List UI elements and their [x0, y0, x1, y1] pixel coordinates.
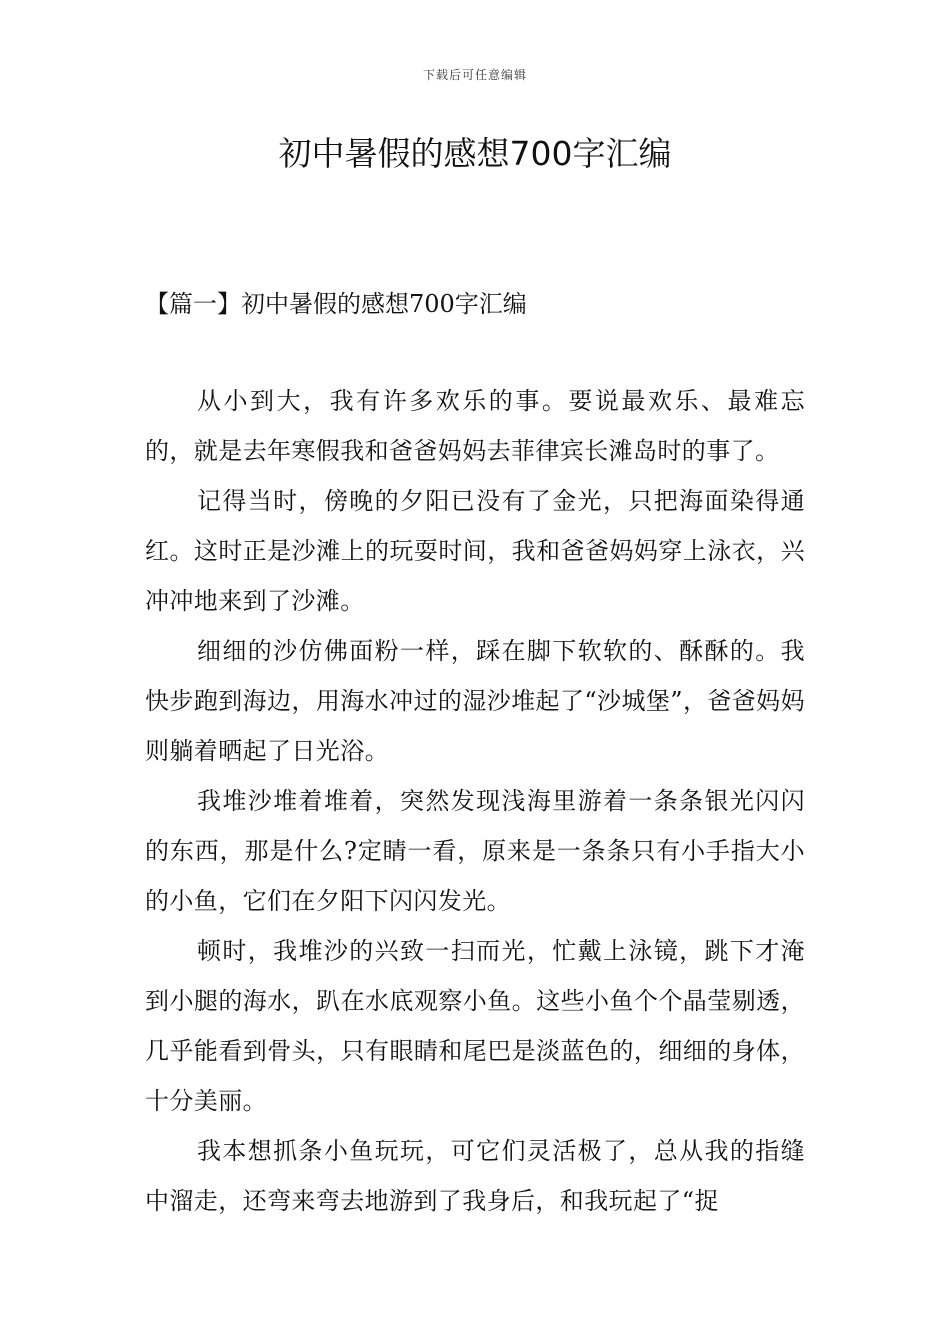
- header-note: 下载后可任意编辑: [422, 68, 527, 82]
- paragraph: 从小到大，我有许多欢乐的事。要说最欢乐、最难忘的，就是去年寒假我和爸爸妈妈去菲律宾长滩岛时的事了。: [145, 387, 805, 465]
- paragraph: 记得当时，傍晚的夕阳已没有了金光，只把海面染得通红。这时正是沙滩上的玩耍时间，我和爸爸妈妈穿上泳衣，兴冲冲地来到了沙滩。: [145, 487, 805, 615]
- paragraph: 我堆沙堆着堆着，突然发现浅海里游着一条条银光闪闪的东西，那是什么?定睛一看，原来是一条条只有小手指大小的小鱼，它们在夕阳下闪闪发光。: [145, 787, 805, 915]
- document-body: [145, 376, 805, 1226]
- paragraph: 细细的沙仿佛面粉一样，踩在脚下软软的、酥酥的。我快步跑到海边，用海水冲过的湿沙堆起了“沙城堡”，爸爸妈妈则躺着晒起了日光浴。: [145, 637, 805, 765]
- paragraph: 我本想抓条小鱼玩玩，可它们灵活极了，总从我的指缝中溜走，还弯来弯去地游到了我身后，和我玩起了“捉: [145, 1137, 805, 1215]
- section-heading: 【篇一】初中暑假的感想700字汇编: [145, 290, 527, 318]
- document-title: 初中暑假的感想700字汇编: [278, 134, 672, 173]
- paragraph: 顿时，我堆沙的兴致一扫而光，忙戴上泳镜，跳下才淹到小腿的海水，趴在水底观察小鱼。这些小鱼个个晶莹剔透，几乎能看到骨头，只有眼睛和尾巴是淡蓝色的，细细的身体，十分美丽。: [145, 937, 805, 1115]
